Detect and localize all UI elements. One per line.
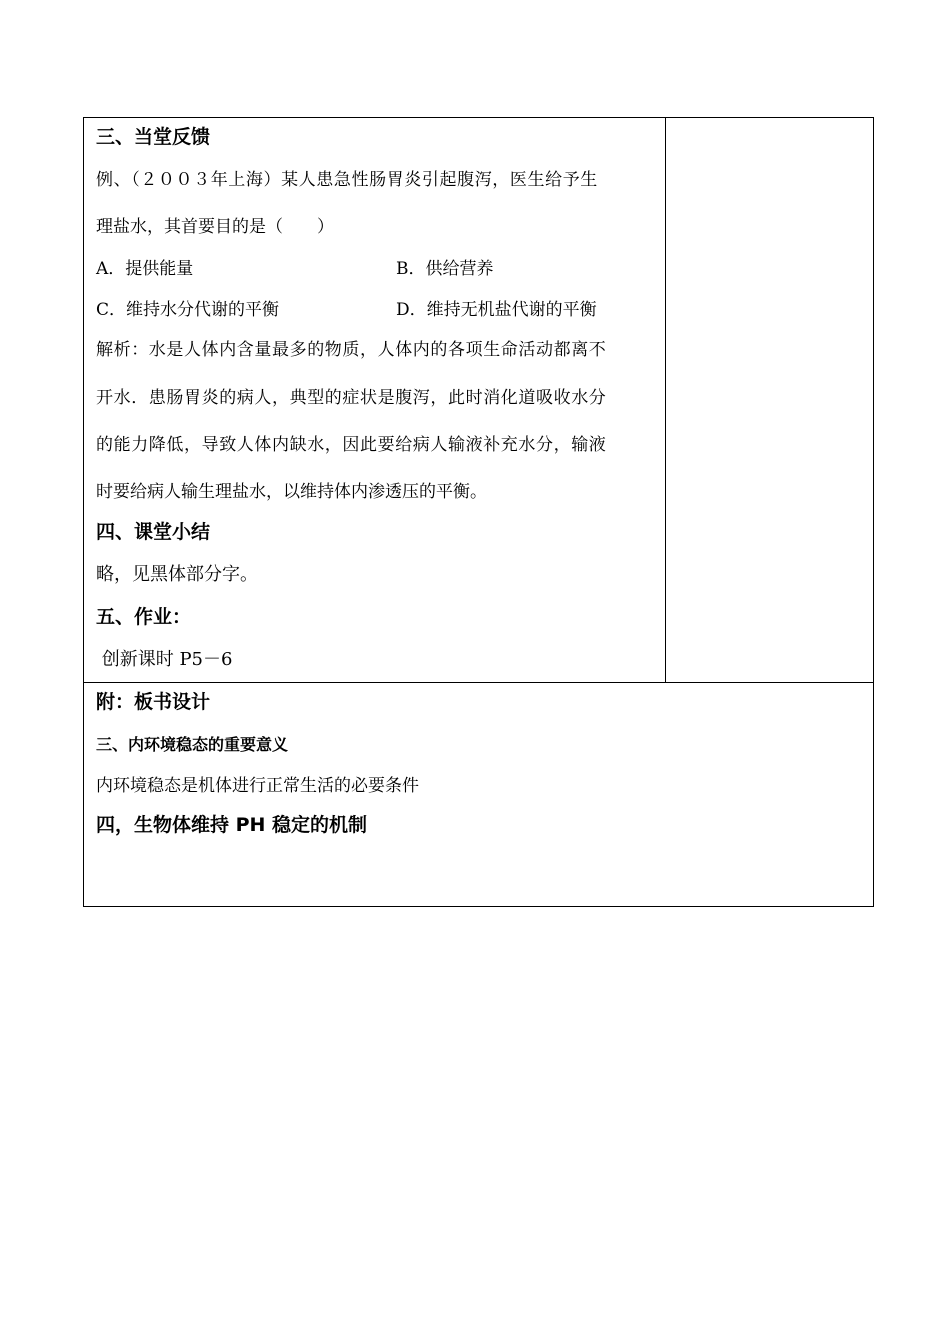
question-line-2: 理盐水，其首要目的是（ ） (96, 217, 334, 237)
options-row-1 (96, 254, 656, 279)
board-heading: 附：板书设计 (96, 691, 211, 713)
board-section-3-text: 内环境稳态是机体进行正常生活的必要条件 (96, 776, 419, 796)
analysis-line-4: 时要给病人输生理盐水，以维持体内渗透压的平衡。 (96, 482, 487, 502)
analysis-line-3: 的能力降低，导致人体内缺水，因此要给病人输液补充水分，输液 (96, 435, 607, 455)
question-line-1: 例、（２００３年上海）某人患急性肠胃炎引起腹泻，医生给予生 (96, 170, 598, 190)
homework-heading: 五、作业： (96, 606, 192, 628)
analysis-line-2: 开水．患肠胃炎的病人，典型的症状是腹泻，此时消化道吸收水分 (96, 388, 607, 408)
notes-cell (665, 117, 874, 683)
lesson-table (83, 117, 874, 907)
board-design-cell (83, 682, 874, 907)
analysis-line-1: 解析：水是人体内含量最多的物质，人体内的各项生命活动都离不 (96, 340, 607, 360)
board-section-4-title: 四，生物体维持 PH 稳定的机制 (96, 814, 368, 836)
option-c: C．维持水分代谢的平衡 (96, 300, 280, 320)
summary-heading: 四、课堂小结 (96, 521, 211, 543)
option-a: A．提供能量 (96, 259, 194, 279)
lesson-content-cell (83, 117, 666, 683)
summary-text: 略，见黑体部分字。 (96, 564, 258, 585)
option-d: D．维持无机盐代谢的平衡 (396, 300, 597, 320)
board-section-3-title: 三、内环境稳态的重要意义 (96, 735, 289, 754)
options-row-2 (96, 295, 656, 320)
homework-text: 创新课时 P5－6 (96, 649, 233, 670)
feedback-heading: 三、当堂反馈 (96, 126, 211, 148)
option-b: B．供给营养 (396, 259, 494, 279)
